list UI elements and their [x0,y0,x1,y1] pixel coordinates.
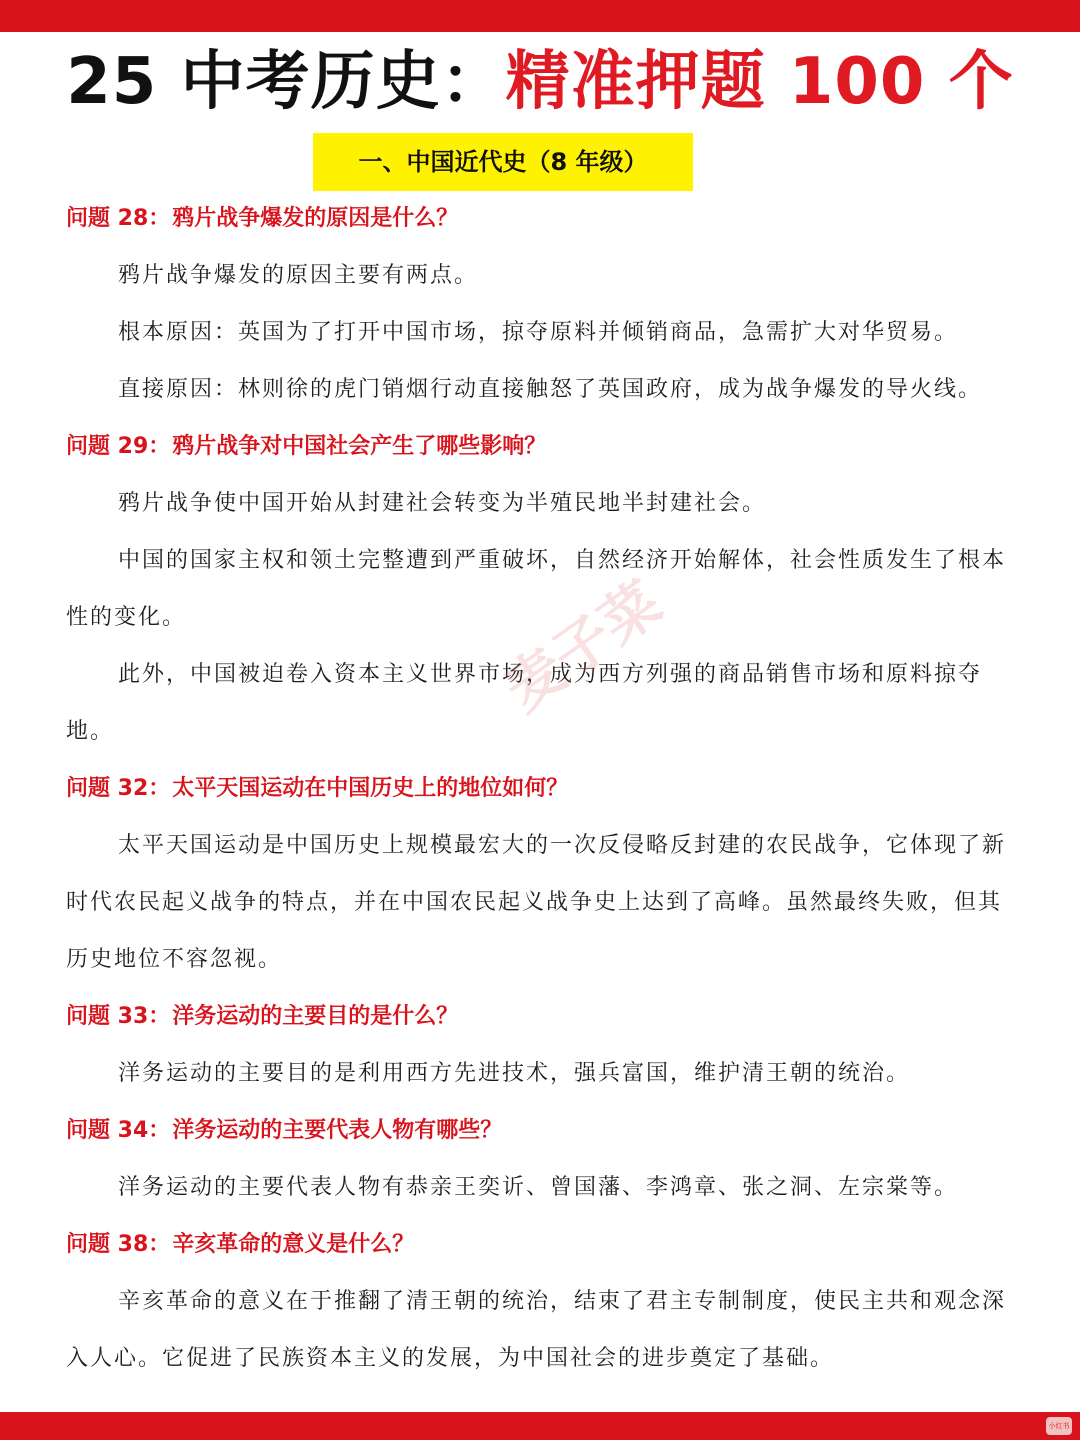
answer-paragraph: 直接原因：林则徐的虎门销烟行动直接触怒了英国政府，成为战争爆发的导火线。 [118,377,983,402]
question-heading [0,1216,1080,1273]
title-red-part: 精准押题 100 个 [505,45,1014,119]
question-text: 洋务运动的主要代表人物有哪些？ [172,1118,503,1143]
watermark: 麦子菜 [492,568,674,724]
corner-logo-icon: 小红书 [1046,1417,1072,1435]
question-heading [0,988,1080,1045]
question-heading [0,760,1080,817]
question-heading [0,1102,1080,1159]
question-heading [0,190,1080,247]
answer-paragraph: 鸦片战争使中国开始从封建社会转变为半殖民地半封建社会。 [118,491,767,516]
answer-paragraph: 中国的国家主权和领土完整遭到严重破坏，自然经济开始解体，社会性质发生了根本性的变化。 [66,548,1007,630]
bottom-red-bar [0,1412,1080,1440]
question-heading [0,418,1080,475]
answer-paragraph: 根本原因：英国为了打开中国市场，掠夺原料并倾销商品，急需扩大对华贸易。 [118,320,959,345]
qa-content [0,190,1080,1387]
question-text: 鸦片战争对中国社会产生了哪些影响？ [172,434,547,459]
answer-paragraph: 此外，中国被迫卷入资本主义世界市场，成为西方列强的商品销售市场和原料掠夺地。 [66,662,983,744]
question-number: 问题 28： [66,206,171,231]
section-heading: 一、中国近代史（8 年级） [313,133,693,191]
page-title [0,34,1080,130]
answer-paragraph: 辛亥革命的意义在于推翻了清王朝的统治，结束了君主专制制度，使民主共和观念深入人心。它促进了民族资本主义的发展，为中国社会的进步奠定了基础。 [66,1289,1007,1371]
question-text: 鸦片战争爆发的原因是什么？ [172,206,459,231]
question-number: 问题 33： [66,1004,171,1029]
question-number: 问题 32： [66,776,171,801]
question-number: 问题 29： [66,434,171,459]
answer-paragraph: 鸦片战争爆发的原因主要有两点。 [118,263,479,288]
question-number: 问题 34： [66,1118,171,1143]
answer-paragraph: 洋务运动的主要目的是利用西方先进技术，强兵富国，维护清王朝的统治。 [118,1061,911,1086]
question-text: 辛亥革命的意义是什么？ [172,1232,415,1257]
top-red-bar [0,0,1080,32]
title-black-part: 25 中考历史： [66,45,506,119]
question-text: 太平天国运动在中国历史上的地位如何？ [172,776,569,801]
answer-paragraph: 太平天国运动是中国历史上规模最宏大的一次反侵略反封建的农民战争，它体现了新时代农民起义战争的特点，并在中国农民起义战争史上达到了高峰。虽然最终失败，但其历史地位不容忽视。 [66,833,1007,972]
answer-paragraph: 洋务运动的主要代表人物有恭亲王奕䜣、曾国藩、李鸿章、张之洞、左宗棠等。 [118,1175,959,1200]
question-number: 问题 38： [66,1232,171,1257]
question-text: 洋务运动的主要目的是什么？ [172,1004,459,1029]
